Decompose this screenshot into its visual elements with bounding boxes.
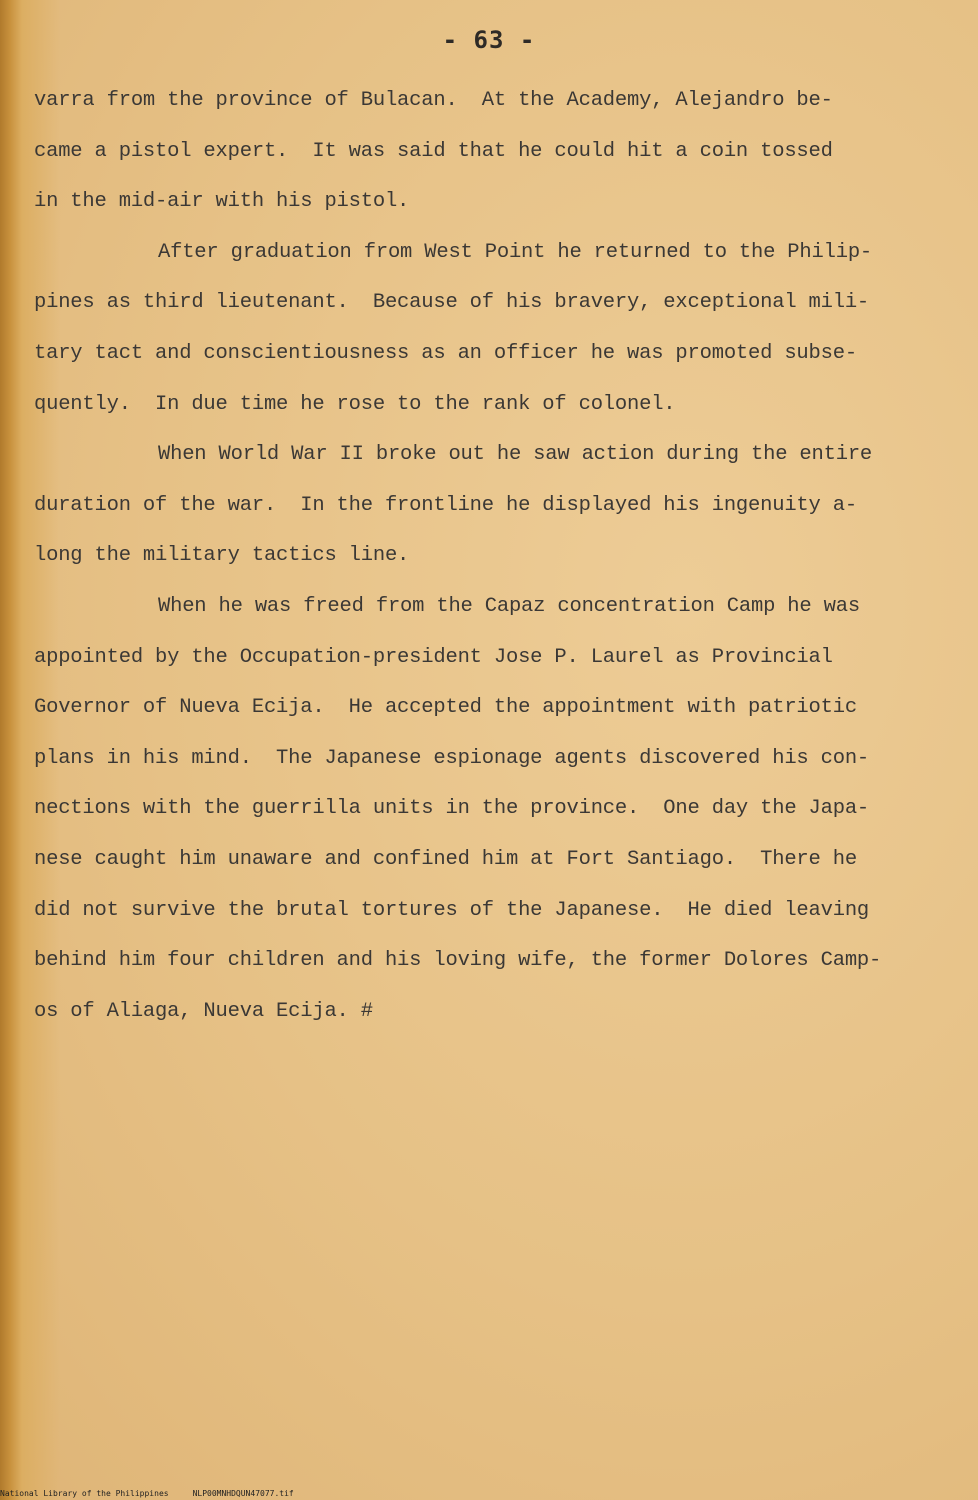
page-number: - 63 -: [442, 26, 536, 54]
footer-library: National Library of the Philippines: [0, 1489, 169, 1498]
body-text: [34, 76, 914, 1037]
paragraph-start-line: When he was freed from the Capaz concentration Camp he was: [158, 594, 860, 618]
text-line: behind him four children and his loving wife, the former Dolores Camp-: [34, 949, 882, 973]
text-line: tary tact and conscientiousness as an officer he was promoted subse-: [34, 341, 857, 365]
text-line: pines as third lieutenant. Because of his bravery, exceptional mili-: [34, 291, 870, 315]
scan-footer: [0, 1489, 294, 1498]
text-line: appointed by the Occupation-president Jose P. Laurel as Provincial: [34, 645, 833, 669]
text-line: came a pistol expert. It was said that he could hit a coin tossed: [34, 139, 833, 163]
text-line: os of Aliaga, Nueva Ecija. #: [34, 999, 373, 1023]
text-line: plans in his mind. The Japanese espionage agents discovered his con-: [34, 746, 870, 770]
paragraph-start-line: When World War II broke out he saw action during the entire: [158, 443, 873, 467]
text-line: nections with the guerrilla units in the province. One day the Japa-: [34, 797, 870, 821]
text-line: did not survive the brutal tortures of the Japanese. He died leaving: [34, 898, 870, 922]
text-line: varra from the province of Bulacan. At the Academy, Alejandro be-: [34, 89, 833, 112]
footer-filename: NLP00MNHDQUN47077.tif: [192, 1489, 294, 1498]
paragraph-start-line: After graduation from West Point he returned to the Philip-: [158, 240, 873, 264]
text-line: Governor of Nueva Ecija. He accepted the appointment with patriotic: [34, 696, 857, 720]
text-line: long the military tactics line.: [34, 544, 410, 568]
text-line: quently. In due time he rose to the rank of colonel.: [34, 392, 676, 416]
text-line: in the mid-air with his pistol.: [34, 190, 410, 214]
text-line: nese caught him unaware and confined him at Fort Santiago. There he: [34, 847, 857, 871]
text-line: duration of the war. In the frontline he displayed his ingenuity a-: [34, 493, 857, 517]
